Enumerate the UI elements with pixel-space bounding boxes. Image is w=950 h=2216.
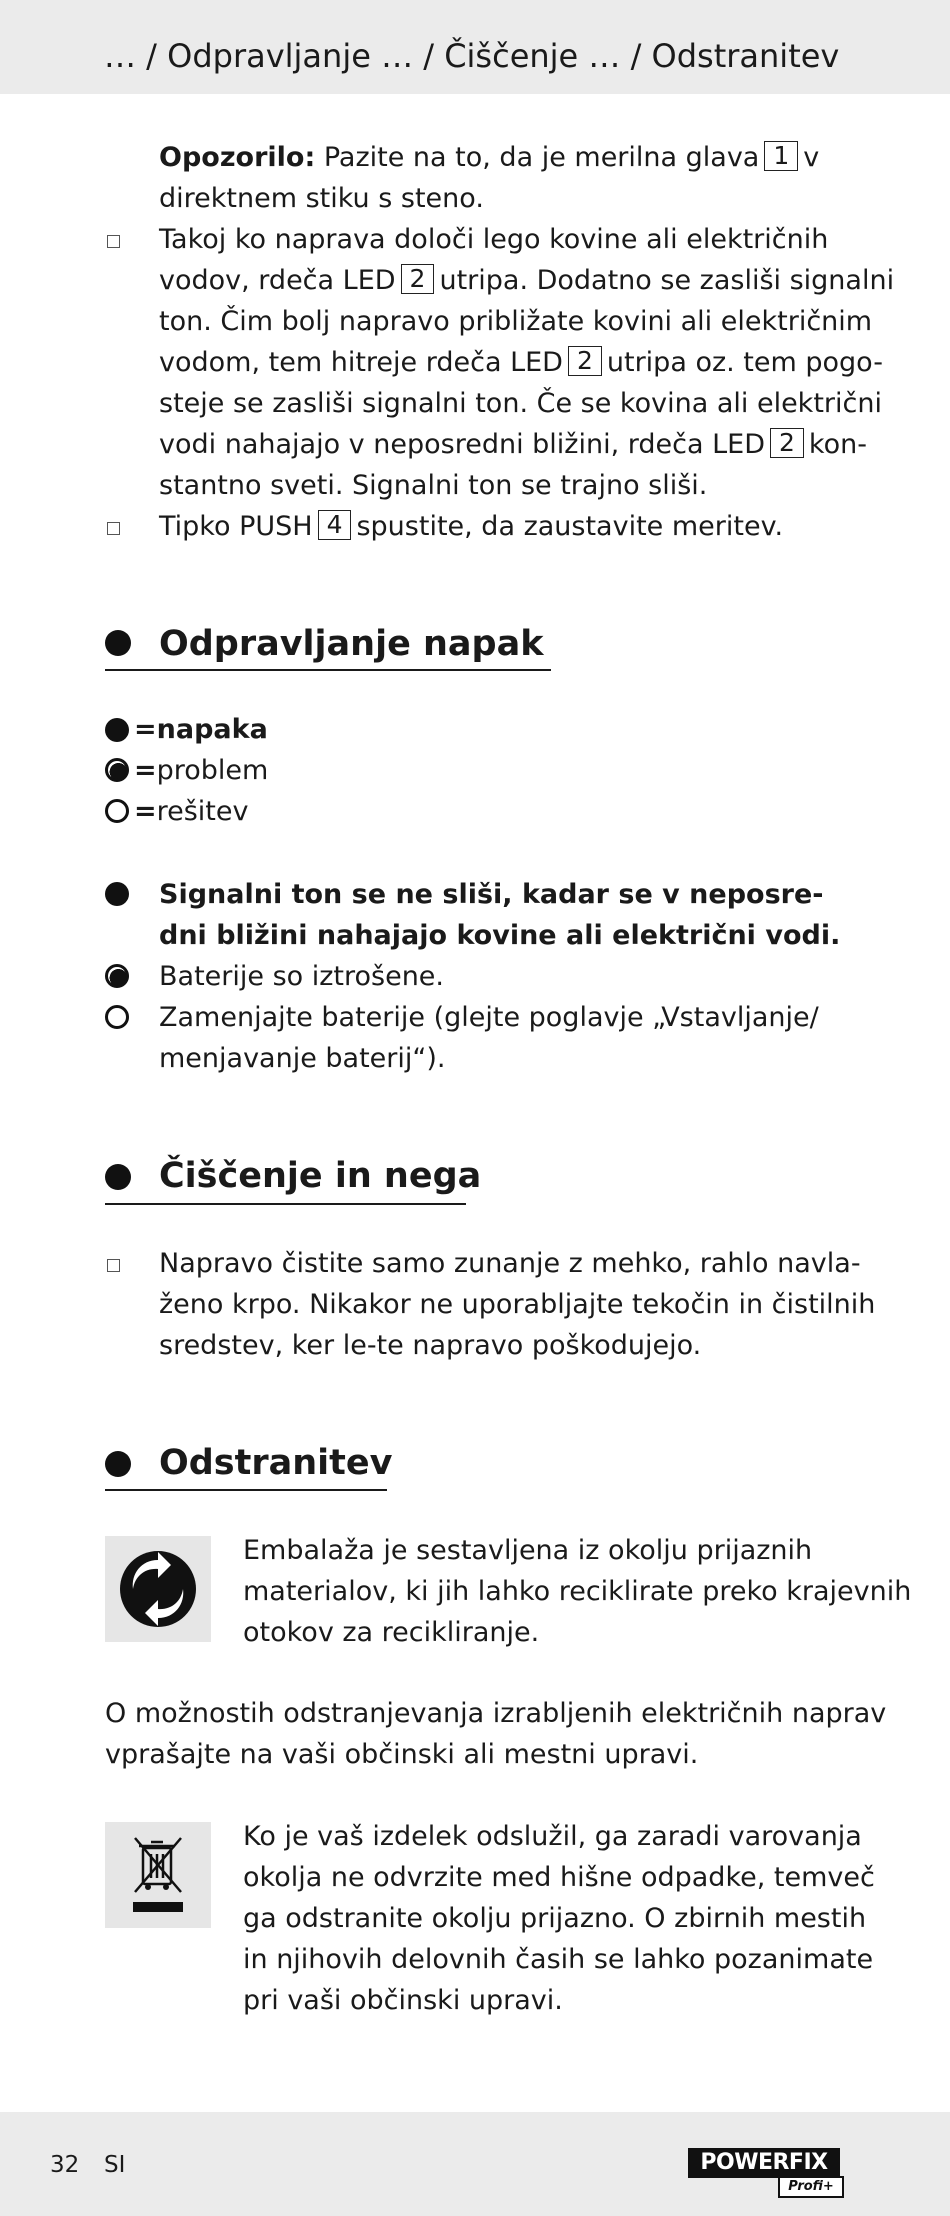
crossed-out-bin-icon bbox=[105, 1822, 211, 1928]
header-title: … / Odpravljanje … / Čiščenje … / Odstranitev bbox=[104, 37, 840, 75]
equals-sign: = bbox=[134, 796, 157, 827]
warning-text-end: v bbox=[803, 142, 820, 173]
solution-line: menjavanje baterij“). bbox=[159, 1043, 446, 1074]
warning-text: Pazite na to, da je merilna glava bbox=[315, 142, 760, 173]
warning-line-2: direktnem stiku s steno. bbox=[159, 183, 484, 214]
square-bullet-icon bbox=[107, 522, 120, 535]
text: utripa oz. tem pogo- bbox=[606, 347, 883, 378]
section-bullet-icon bbox=[105, 1451, 131, 1477]
problem-symbol-icon bbox=[105, 758, 129, 782]
legend-fault bbox=[134, 709, 268, 750]
weee-line: ga odstranite okolju prijazno. O zbirnih mestih bbox=[243, 1903, 867, 1934]
square-bullet-icon bbox=[107, 1259, 120, 1272]
section-heading-troubleshooting: Odpravljanje napak bbox=[159, 624, 544, 664]
bullet1-line: stantno sveti. Signalni ton se trajno sliši. bbox=[159, 470, 708, 501]
bullet2-line bbox=[159, 506, 783, 547]
brand-sub: Profi+ bbox=[778, 2176, 844, 2198]
cleaning-line: ženo krpo. Nikakor ne uporabljajte tekočin in čistilnih bbox=[159, 1289, 876, 1320]
brand-logo bbox=[688, 2148, 844, 2194]
weee-line: okolja ne odvrzite med hišne odpadke, temveč bbox=[243, 1862, 875, 1893]
language-code: SI bbox=[104, 2152, 126, 2178]
text: utripa. Dodatno se zasliši signalni bbox=[439, 265, 895, 296]
disposal-info-line: O možnostih odstranjevanja izrabljenih električnih naprav bbox=[105, 1698, 887, 1729]
bullet1-line bbox=[159, 260, 894, 301]
part-number-badge: 2 bbox=[770, 428, 804, 458]
weee-line: Ko je vaš izdelek odslužil, ga zaradi varovanja bbox=[243, 1821, 862, 1852]
bullet1-line: Takoj ko naprava določi lego kovine ali električnih bbox=[159, 224, 829, 255]
fault-line: Signalni ton se ne sliši, kadar se v neposre- bbox=[159, 879, 824, 910]
solution-symbol-icon bbox=[105, 799, 129, 823]
heading-underline bbox=[105, 1203, 466, 1205]
text: spustite, da zaustavite meritev. bbox=[356, 511, 784, 542]
section-bullet-icon bbox=[105, 1164, 131, 1190]
packaging-line: Embalaža je sestavljena iz okolju prijaznih bbox=[243, 1535, 813, 1566]
square-bullet-icon bbox=[107, 235, 120, 248]
solution-line: Zamenjajte baterije (glejte poglavje „Vstavljanje/ bbox=[159, 1002, 819, 1033]
bullet1-line: ton. Čim bolj napravo približate kovini ali električnim bbox=[159, 306, 873, 337]
text: vodov, rdeča LED bbox=[159, 265, 396, 296]
legend-solution-label: rešitev bbox=[156, 796, 249, 827]
section-heading-cleaning: Čiščenje in nega bbox=[159, 1156, 482, 1196]
problem-symbol-icon bbox=[105, 964, 129, 988]
bullet1-line bbox=[159, 342, 883, 383]
weee-line: in njihovih delovnih časih se lahko pozanimate bbox=[243, 1944, 874, 1975]
bullet1-line: steje se zasliši signalni ton. Če se kovina ali električni bbox=[159, 388, 882, 419]
equals-sign: = bbox=[134, 755, 157, 786]
text: kon- bbox=[808, 429, 867, 460]
green-dot-recycling-icon bbox=[105, 1536, 211, 1642]
problem-line: Baterije so iztrošene. bbox=[159, 961, 445, 992]
fault-symbol-icon bbox=[105, 718, 129, 742]
text: Tipko PUSH bbox=[159, 511, 313, 542]
bullet1-line bbox=[159, 424, 867, 465]
part-number-badge: 1 bbox=[764, 141, 798, 171]
disposal-info-line: vprašajte na vaši občinski ali mestni upravi. bbox=[105, 1739, 699, 1770]
legend-problem bbox=[134, 750, 268, 791]
part-number-badge: 4 bbox=[318, 510, 352, 540]
packaging-line: otokov za recikliranje. bbox=[243, 1617, 540, 1648]
legend-solution bbox=[134, 791, 249, 832]
weee-line: pri vaši občinski upravi. bbox=[243, 1985, 563, 2016]
fault-line: dni bližini nahajajo kovine ali električni vodi. bbox=[159, 920, 841, 951]
brand-name: POWERFIX bbox=[688, 2148, 840, 2178]
legend-problem-label: problem bbox=[156, 755, 269, 786]
page-header bbox=[0, 0, 950, 94]
text: vodom, tem hitreje rdeča LED bbox=[159, 347, 563, 378]
heading-underline bbox=[105, 1489, 387, 1491]
packaging-line: materialov, ki jih lahko reciklirate preko krajevnih bbox=[243, 1576, 912, 1607]
section-heading-disposal: Odstranitev bbox=[159, 1443, 393, 1483]
text: vodi nahajajo v neposredni bližini, rdeča LED bbox=[159, 429, 765, 460]
part-number-badge: 2 bbox=[401, 264, 435, 294]
equals-sign: = bbox=[134, 714, 157, 745]
fault-symbol-icon bbox=[105, 882, 129, 906]
warning-label: Opozorilo: bbox=[159, 142, 316, 173]
cleaning-line: sredstev, ker le-te napravo poškodujejo. bbox=[159, 1330, 702, 1361]
page-number: 32 bbox=[50, 2152, 80, 2178]
cleaning-line: Napravo čistite samo zunanje z mehko, rahlo navla- bbox=[159, 1248, 861, 1279]
solution-symbol-icon bbox=[105, 1005, 129, 1029]
part-number-badge: 2 bbox=[568, 346, 602, 376]
heading-underline bbox=[105, 669, 551, 671]
warning-line-1 bbox=[159, 137, 819, 178]
legend-fault-label: napaka bbox=[156, 714, 268, 745]
section-bullet-icon bbox=[105, 630, 131, 656]
